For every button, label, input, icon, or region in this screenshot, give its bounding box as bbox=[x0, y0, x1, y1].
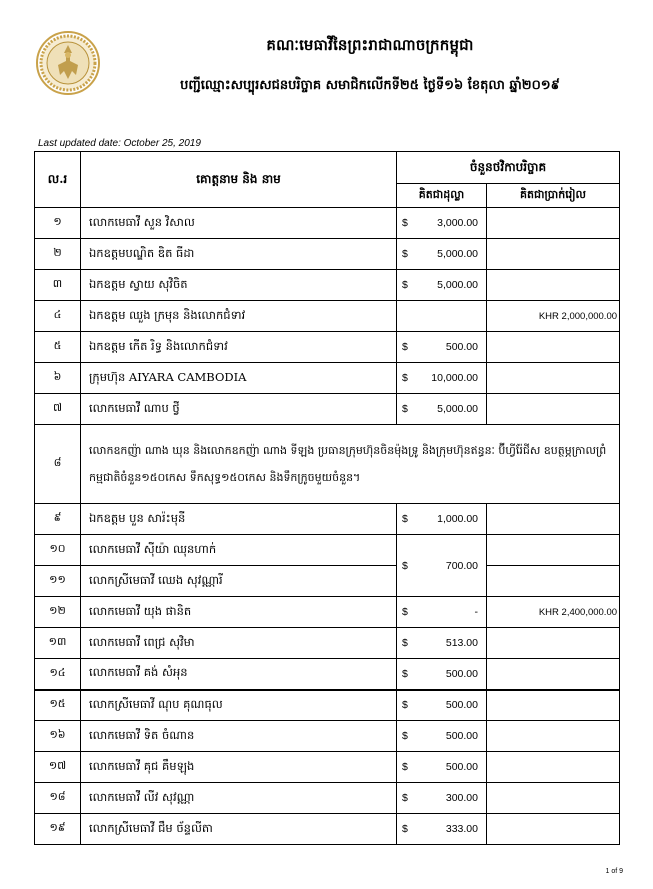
khr-amount bbox=[487, 208, 620, 239]
row-number: ៧ bbox=[35, 394, 81, 425]
dollar-sign: $ bbox=[402, 341, 408, 353]
donor-name: លោកស្រីមេធាវី ណុប គុណធុល bbox=[81, 690, 397, 721]
khr-amount bbox=[487, 566, 620, 597]
table-row bbox=[35, 504, 620, 535]
donation-description: លោកឧកញ៉ា ណាង ឃុន និងលោកឧកញ៉ា ណាង ទីឡង ប្រធានក្រុមហ៊ុនចិនម៉ុងទ្រូ និងក្រុមហ៊ុនឥន្ធនៈ ប៊ីហ្វីរ៉ែជីស ឧបត្ថម្ភក្រាលព្រំកម្មជាតិចំនួន១៥០កេស ទឹកសុទ្ធ១៥០កេស និងទឹកក្រូចមួយចំនួន។ bbox=[81, 425, 620, 504]
usd-amount bbox=[397, 659, 487, 690]
row-number: ១៦ bbox=[35, 721, 81, 752]
usd-value: 700.00 bbox=[445, 559, 478, 572]
khr-amount bbox=[487, 270, 620, 301]
donor-name: លោកមេធាវី ទិត ចំណាន bbox=[81, 721, 397, 752]
usd-amount bbox=[397, 597, 487, 628]
page-title: គណៈមេធាវីនៃព្រះរាជាណាចក្រកម្ពុជា bbox=[266, 36, 474, 54]
dollar-sign: $ bbox=[402, 513, 408, 525]
row-number: ៥ bbox=[35, 332, 81, 363]
usd-amount bbox=[397, 363, 487, 394]
khr-amount bbox=[487, 504, 620, 535]
usd-value: 500.00 bbox=[445, 730, 478, 742]
row-number: ៤ bbox=[35, 301, 81, 332]
header-usd: គិតជាដុល្លា bbox=[397, 184, 487, 208]
row-number: ១៧ bbox=[35, 752, 81, 783]
donor-name: លោកមេធាវី យុង ផានិត bbox=[81, 597, 397, 628]
table-row bbox=[35, 535, 620, 566]
dollar-sign: $ bbox=[402, 667, 408, 680]
khr-amount bbox=[487, 814, 620, 845]
page-number: 1 of 9 bbox=[605, 868, 623, 875]
dollar-sign: $ bbox=[402, 372, 408, 384]
header-name: គោត្តនាម និង នាម bbox=[81, 152, 397, 208]
table-row bbox=[35, 814, 620, 845]
khr-amount: KHR 2,400,000.00 bbox=[487, 597, 620, 628]
khr-amount bbox=[487, 628, 620, 659]
dollar-sign: $ bbox=[402, 792, 408, 804]
usd-value: 500.00 bbox=[445, 761, 478, 773]
khr-amount bbox=[487, 394, 620, 425]
usd-amount-merged bbox=[397, 535, 487, 597]
khr-amount bbox=[487, 659, 620, 690]
table-row bbox=[35, 752, 620, 783]
table-row bbox=[35, 597, 620, 628]
donor-name: លោកមេធាវី គុជ គឹមឡុង bbox=[81, 752, 397, 783]
usd-value: 300.00 bbox=[445, 792, 478, 804]
row-number: ៣ bbox=[35, 270, 81, 301]
usd-value: 500.00 bbox=[445, 667, 478, 680]
donor-name: លោកមេធាវី ស៊ីយ៉ា ឈុនហាក់ bbox=[81, 535, 397, 566]
table-row bbox=[35, 721, 620, 752]
usd-amount bbox=[397, 394, 487, 425]
table-row bbox=[35, 690, 620, 721]
dollar-sign: $ bbox=[402, 559, 408, 572]
row-number: ៩ bbox=[35, 504, 81, 535]
donor-name: លោកស្រីមេធាវី ឈេង សុវណ្ណារី bbox=[81, 566, 397, 597]
table-row bbox=[35, 566, 620, 597]
donor-name: ឯកឧត្តម ឈួង ក្រមុន និងលោកជំទាវ bbox=[81, 301, 397, 332]
row-number: ១៥ bbox=[35, 690, 81, 721]
row-number: ៦ bbox=[35, 363, 81, 394]
khr-amount bbox=[487, 721, 620, 752]
table-row bbox=[35, 783, 620, 814]
usd-value: 513.00 bbox=[445, 637, 478, 649]
khr-amount bbox=[487, 239, 620, 270]
khr-amount bbox=[487, 535, 620, 566]
usd-amount bbox=[397, 208, 487, 239]
dollar-sign: $ bbox=[402, 248, 408, 260]
donor-name: លោកមេធាវី សួន វិសាល bbox=[81, 208, 397, 239]
table-row bbox=[35, 301, 620, 332]
row-number: ១១ bbox=[35, 566, 81, 597]
table-row bbox=[35, 332, 620, 363]
dollar-sign: $ bbox=[402, 279, 408, 291]
donor-name: លោកមេធាវី គង់ សំអុន bbox=[81, 659, 397, 690]
dollar-sign: $ bbox=[402, 606, 408, 618]
usd-value: 500.00 bbox=[445, 699, 478, 712]
table-row bbox=[35, 239, 620, 270]
dollar-sign: $ bbox=[402, 761, 408, 773]
row-number: ១២ bbox=[35, 597, 81, 628]
page-subtitle: បញ្ជីឈ្មោះសប្បុរសជនបរិច្ចាគ សមាជិកលើកទី២៥ ថ្ងៃទី១៦ ខែតុលា ឆ្នាំ២០១៩ bbox=[180, 78, 560, 93]
header-amount: ចំនួនថវិកាបរិច្ចាគ bbox=[397, 152, 620, 184]
usd-value: 5,000.00 bbox=[437, 403, 478, 415]
donor-name: លោកមេធាវី ពេជ្រ សុវិមា bbox=[81, 628, 397, 659]
donor-name: ក្រុមហ៊ុន AIYARA CAMBODIA bbox=[81, 363, 397, 394]
usd-amount bbox=[397, 721, 487, 752]
dollar-sign: $ bbox=[402, 403, 408, 415]
khr-amount bbox=[487, 332, 620, 363]
table-row-long bbox=[35, 425, 620, 504]
usd-amount bbox=[397, 783, 487, 814]
donor-name: ឯកឧត្តមបណ្ឌិត ឌិត ធីដា bbox=[81, 239, 397, 270]
table-row bbox=[35, 659, 620, 690]
table-row bbox=[35, 270, 620, 301]
table-row bbox=[35, 394, 620, 425]
header-khr: គិតជាប្រាក់រៀល bbox=[487, 184, 620, 208]
donor-name: លោកស្រីមេធាវី ជឹម ច័ន្ទលីតា bbox=[81, 814, 397, 845]
usd-amount bbox=[397, 239, 487, 270]
khr-amount bbox=[487, 690, 620, 721]
row-number: ១ bbox=[35, 208, 81, 239]
header-no: ល.រ bbox=[35, 152, 81, 208]
usd-amount bbox=[397, 752, 487, 783]
usd-amount bbox=[397, 504, 487, 535]
usd-value: 5,000.00 bbox=[437, 279, 478, 291]
usd-amount bbox=[397, 270, 487, 301]
usd-value: 10,000.00 bbox=[431, 372, 478, 384]
khr-amount: KHR 2,000,000.00 bbox=[487, 301, 620, 332]
usd-amount bbox=[397, 690, 487, 721]
usd-amount bbox=[397, 628, 487, 659]
usd-value: 5,000.00 bbox=[437, 248, 478, 260]
donor-name: ឯកឧត្តម កើត រិទ្ធ និងលោកជំទាវ bbox=[81, 332, 397, 363]
usd-value: 333.00 bbox=[445, 823, 478, 835]
dollar-sign: $ bbox=[402, 637, 408, 649]
bar-council-seal-logo bbox=[36, 31, 100, 95]
donor-name: ឯកឧត្តម បួន សារ៉ះមុនី bbox=[81, 504, 397, 535]
khr-amount bbox=[487, 783, 620, 814]
row-number: ១០ bbox=[35, 535, 81, 566]
usd-amount bbox=[397, 814, 487, 845]
donor-name: ឯកឧត្តម ស្វាយ សុវិចិត bbox=[81, 270, 397, 301]
usd-value: - bbox=[474, 606, 478, 618]
donor-name: លោកមេធាវី លីវ សុវណ្ណា bbox=[81, 783, 397, 814]
donation-table bbox=[34, 151, 620, 845]
row-number: ១៨ bbox=[35, 783, 81, 814]
usd-value: 500.00 bbox=[445, 341, 478, 353]
table-row bbox=[35, 208, 620, 239]
usd-value: 3,000.00 bbox=[437, 217, 478, 229]
row-number: ៨ bbox=[35, 425, 81, 504]
dollar-sign: $ bbox=[402, 217, 408, 229]
table-row bbox=[35, 363, 620, 394]
usd-amount bbox=[397, 332, 487, 363]
row-number: ១៣ bbox=[35, 628, 81, 659]
row-number: ១៩ bbox=[35, 814, 81, 845]
khr-amount bbox=[487, 363, 620, 394]
usd-amount bbox=[397, 301, 487, 332]
donor-name: លោកមេធាវី ណាប ថ្វី bbox=[81, 394, 397, 425]
dollar-sign: $ bbox=[402, 730, 408, 742]
last-updated-date: Last updated date: October 25, 2019 bbox=[38, 138, 201, 149]
row-number: ១៤ bbox=[35, 659, 81, 690]
dollar-sign: $ bbox=[402, 699, 408, 712]
row-number: ២ bbox=[35, 239, 81, 270]
table-row bbox=[35, 628, 620, 659]
khr-amount bbox=[487, 752, 620, 783]
dollar-sign: $ bbox=[402, 823, 408, 835]
usd-value: 1,000.00 bbox=[437, 513, 478, 525]
